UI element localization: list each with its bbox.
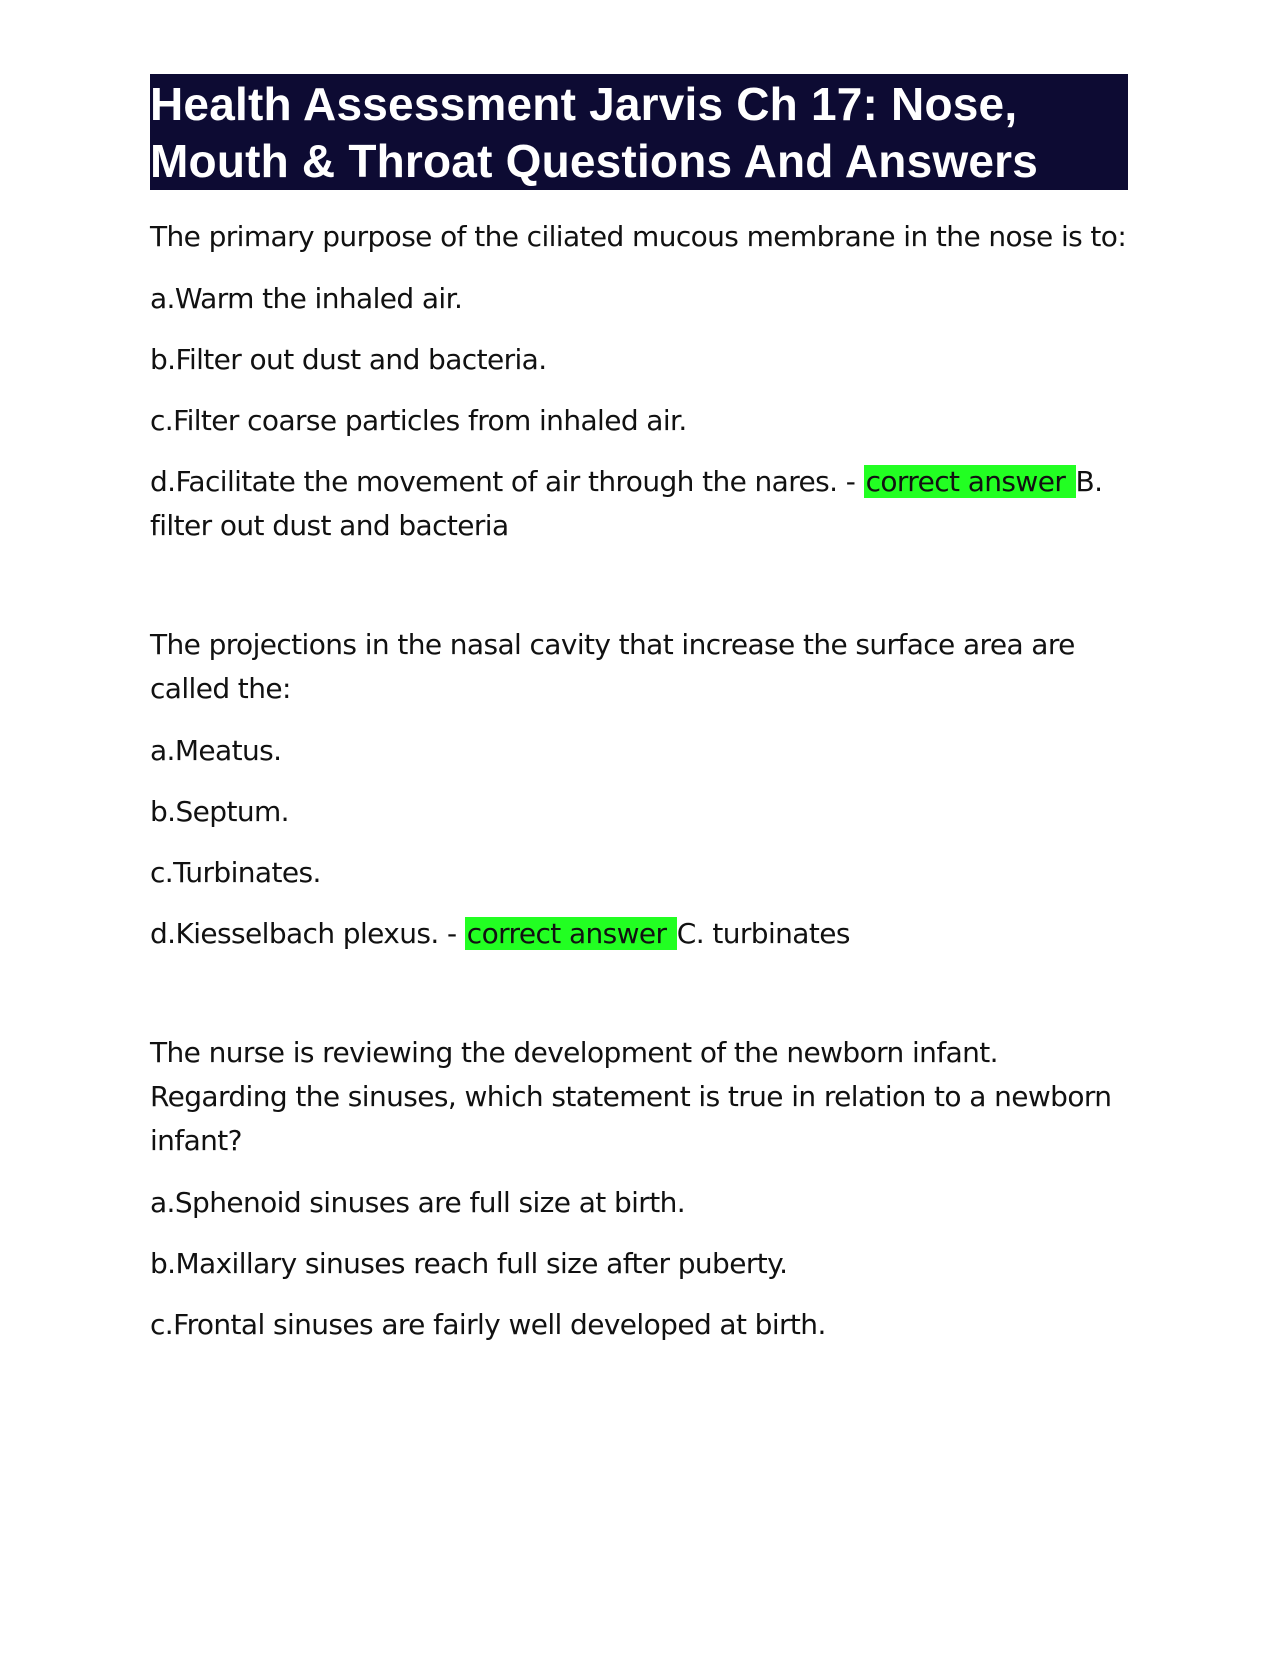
answer-option: a.Meatus. <box>150 734 282 767</box>
answer-option: a.Warm the inhaled air. <box>150 282 463 315</box>
answer-option: b.Septum. <box>150 795 289 828</box>
question-text: The nurse is reviewing the development of the newborn infant. Regarding the sinuses, which statement is true in relation to a newborn infant? <box>150 1036 1112 1157</box>
correct-answer-text: C. turbinates <box>676 917 850 950</box>
question-block <box>150 623 1130 956</box>
title-line-1: Health Assessment Jarvis Ch 17: Nose, <box>150 78 1018 130</box>
title-line-2: Mouth & Throat Questions And Answers <box>150 135 1039 187</box>
question-text: The projections in the nasal cavity that increase the surface area are called the: <box>150 628 1075 705</box>
question-spacer <box>150 565 1130 623</box>
answer-option: c.Filter coarse particles from inhaled air. <box>150 404 687 437</box>
question-text: The primary purpose of the ciliated mucous membrane in the nose is to: <box>150 220 1127 253</box>
answer-option-with-key <box>150 912 1130 956</box>
answer-option: b.Filter out dust and bacteria. <box>150 343 547 376</box>
answer-option: c.Frontal sinuses are fairly well developed at birth. <box>150 1308 826 1341</box>
correct-answer-highlight: correct answer <box>865 465 1074 498</box>
document-body <box>150 215 1130 1347</box>
question-block <box>150 1031 1130 1347</box>
answer-option: a.Sphenoid sinuses are full size at birth. <box>150 1186 686 1219</box>
correct-answer-highlight: correct answer <box>466 917 675 950</box>
question-block <box>150 215 1130 548</box>
question-spacer <box>150 973 1130 1031</box>
answer-option-with-key <box>150 460 1130 548</box>
document-page <box>150 74 1130 1364</box>
answer-option-text: d.Facilitate the movement of air through the nares. - <box>150 465 864 498</box>
answer-option: c.Turbinates. <box>150 856 321 889</box>
answer-option-text: d.Kiesselbach plexus. - <box>150 917 465 950</box>
document-title <box>150 74 1128 190</box>
correct-answer-text: B. filter out dust and bacteria <box>150 465 1103 542</box>
answer-option: b.Maxillary sinuses reach full size after puberty. <box>150 1247 788 1280</box>
